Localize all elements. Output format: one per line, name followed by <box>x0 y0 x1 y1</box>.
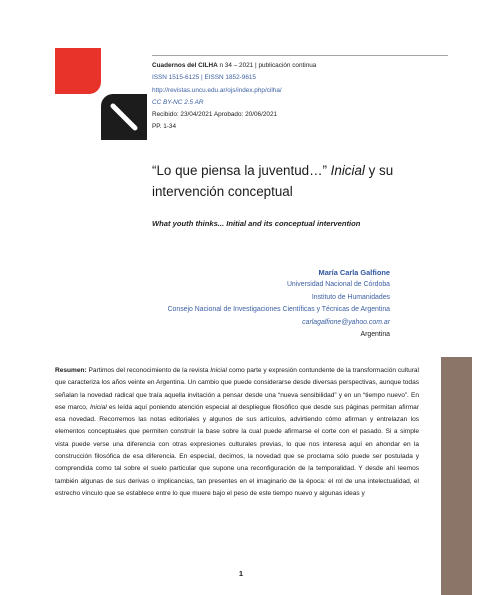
author-affiliation <box>168 267 390 341</box>
abstract-text-2: como parte y expresión contundente de la transformación cultural que caracteriza los años veinte en Argentina. Un cambio que puede considerarse desde diversas perspectivas, aunque todas señalan la novedad radical que traía aquella invitación a pensar desde una “nueva sensibilidad” y en un “tiempo nuevo”. En ese marco, <box>55 367 419 411</box>
council-name: Consejo Nacional de Investigaciones Científicas y Técnicas de Argentina <box>167 306 390 314</box>
abstract-text-3: es leída aquí poniendo atención especial al despliegue filosófico que desde sus páginas permitan afirmar esa novedad. Recorremos las notas editoriales y algunos de sus artículos, advirtiendo cómo afirman y entrelazan los elementos conceptuales que permiten construir la base sobre la cual puede afirmarse el corte con el pasado. Si a simple vista puede verse una diferencia con otras expresiones culturales previas, lo que nos interesa aquí en ahondar en la construcción filosófica de esa diferencia. En especial, decimos, la novedad que se proclama sólo puede ser postulada y comprendida como tal sobre el suelo particular que supone una reconfiguración de la temporalidad. Y desde ahí leemos también algunas de sus derivas o implicancias, tan presentes en el imaginario de la época: el rol de una intelectualidad, el estrecho vínculo que se establece entre lo que muere bajo el peso de este tiempo nuevo y algunas ideas y <box>55 403 420 497</box>
pages-line: PP. 1-34 <box>152 123 177 131</box>
author-email-link[interactable] <box>168 317 390 329</box>
journal-logo-black-square <box>101 94 147 140</box>
article-subtitle: What youth thinks... Initial and its conceptual intervention <box>152 219 361 228</box>
abstract-label: Resumen: <box>55 367 87 374</box>
decorative-side-bar <box>441 357 472 595</box>
university-name: Universidad Nacional de Córdoba <box>286 281 390 289</box>
journal-logo-red-square <box>55 48 101 94</box>
page-number: 1 <box>238 569 244 578</box>
journal-issue: n 34 – 2021 | publicación continua <box>217 62 317 69</box>
abstract-paragraph <box>55 365 419 500</box>
institute-name: Instituto de Humanidades <box>311 293 390 301</box>
author-country: Argentina <box>360 331 390 339</box>
title-rest: y su intervención conceptual <box>152 163 394 199</box>
title-italic: Inicial <box>330 163 365 178</box>
abstract-italic-2: Inicial <box>89 403 107 411</box>
author-email: carlagalfione@yahoo.com.ar <box>302 318 390 326</box>
logo-slash-icon <box>101 94 147 140</box>
title-main: “Lo que piensa la juventud…” <box>152 163 331 178</box>
abstract-text-1: Partimos del reconocimiento de la revista <box>86 367 211 374</box>
journal-url-link[interactable]: http://revistas.uncu.edu.ar/ojs/index.php/cilha/ <box>152 86 282 94</box>
author-name: María Carla Galfione <box>318 268 390 277</box>
article-title <box>152 160 442 202</box>
license-label: CC BY-NC 2.5 AR <box>152 98 204 106</box>
issn-line: ISSN 1515-6125 | EISSN 1852-9615 <box>152 74 256 82</box>
dates-line: Recibido: 23/04/2021 Aprobado: 20/06/2021 <box>152 111 278 119</box>
abstract-italic-1: Inicial <box>210 367 227 374</box>
journal-metadata <box>152 55 448 134</box>
license-link[interactable] <box>152 97 448 109</box>
journal-issue-line <box>152 60 448 72</box>
journal-name: Cuadernos del CILHA <box>152 62 218 69</box>
